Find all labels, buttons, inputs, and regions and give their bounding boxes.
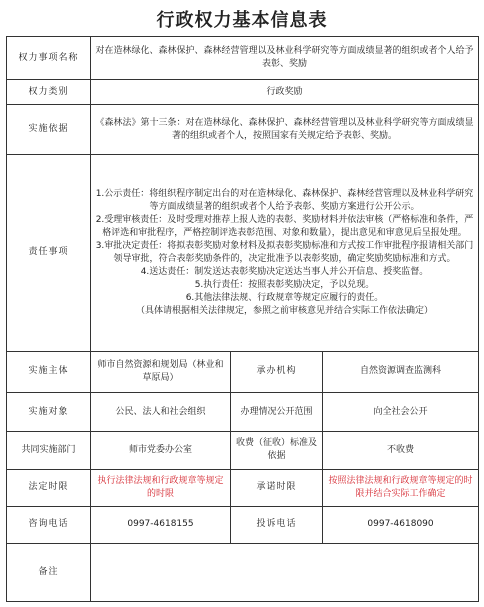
basis-value: 《森林法》第十三条：对在造林绿化、森林保护、森林经营管理以及林业科学研究等方面成绩显著的组织或者个人，按照国家有关规定给予表彰、奖励。 (91, 105, 479, 155)
phone-label: 咨询电话 (7, 506, 91, 543)
duties-value (91, 154, 479, 351)
remarks-value (91, 544, 479, 602)
undertaker-label: 承办机构 (231, 351, 323, 392)
duties-label: 责任事项 (7, 154, 91, 351)
fee-value: 不收费 (323, 432, 479, 469)
remarks-label: 备注 (7, 544, 91, 602)
disclosure-scope-label: 办理情况公开范围 (231, 392, 323, 431)
fee-label: 收费（征收）标准及依据 (231, 432, 323, 469)
target-value: 公民、法人和社会组织 (91, 392, 231, 431)
duty-item: 1.公示责任：将组织程序制定出台的对在造林绿化、森林保护、森林经营管理以及林业科学研究等方面成绩显著的组织或者个人给予表彰、奖励方案进行公开公示。 (95, 188, 474, 212)
commit-limit-value: 按照法律法规和行政规章等规定的时限并结合实际工作确定 (323, 469, 479, 506)
duty-item: （具体请根据相关法律规定，参照之前审核意见并结合实际工作依法确定） (136, 305, 434, 316)
power-category-label: 权力类别 (7, 80, 91, 105)
duty-item: 6.其他法律法规、行政规章等规定应履行的责任。 (185, 292, 384, 303)
joint-dept-label: 共同实施部门 (7, 432, 91, 469)
joint-dept-value: 师市党委办公室 (91, 432, 231, 469)
duty-item: 5.执行责任：按照表彰奖励决定，予以兑现。 (194, 279, 375, 290)
target-label: 实施对象 (7, 392, 91, 431)
complaint-phone-label: 投诉电话 (231, 506, 323, 543)
duty-item: 2.受理审核责任：及时受理对推荐上报人选的表彰、奖励材料并依法审核（严格标准和条件，严格评选和审批程序，严格控制评选表彰范围、对象和数量），提出意见和审意见后呈报处理。 (95, 214, 474, 238)
statutory-limit-label: 法定时限 (7, 469, 91, 506)
basis-label: 实施依据 (7, 105, 91, 155)
statutory-limit-value: 执行法律法规和行政规章等规定的时限 (91, 469, 231, 506)
subject-value: 师市自然资源和规划局（林业和草原局） (91, 351, 231, 392)
subject-label: 实施主体 (7, 351, 91, 392)
complaint-phone-value: 0997-4618090 (323, 506, 479, 543)
duty-item: 3.审批决定责任：将拟表彰奖励对象材料及拟表彰奖励标准和方式按工作审批程序报请相关部门领导审批，符合表彰奖励条件的，决定批准予以表彰奖励，确定奖励奖励标准和方式。 (95, 240, 474, 264)
undertaker-value: 自然资源调查监测科 (323, 351, 479, 392)
power-category-value: 行政奖励 (91, 80, 479, 105)
info-table (6, 36, 479, 602)
disclosure-scope-value: 向全社会公开 (323, 392, 479, 431)
power-name-value: 对在造林绿化、森林保护、森林经营管理以及林业科学研究等方面成绩显著的组织或者个人给予表彰、奖励 (91, 37, 479, 80)
commit-limit-label: 承诺时限 (231, 469, 323, 506)
phone-value: 0997-4618155 (91, 506, 231, 543)
duty-item: 4.送达责任：制发送达表彰奖励决定送达当事人并公开信息、授奖监督。 (140, 266, 429, 277)
page-title: 行政权力基本信息表 (156, 10, 328, 31)
power-name-label: 权力事项名称 (7, 37, 91, 80)
